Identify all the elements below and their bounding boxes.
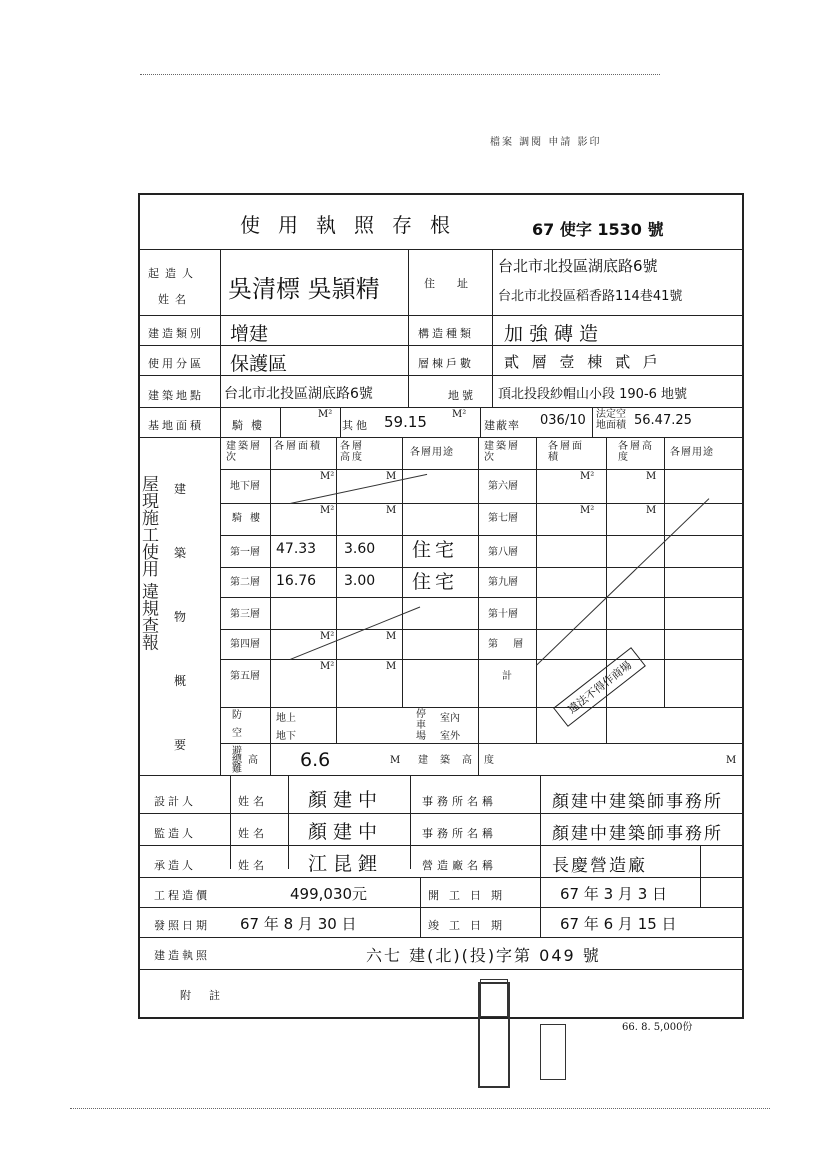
legal-area-value: 56.47.25: [634, 413, 692, 428]
header-stamp: 檔案 調閱 申請 影印: [490, 137, 602, 148]
issue-label: 發照日期: [154, 919, 210, 932]
vertical-seal: [478, 982, 510, 1088]
row-divider: [140, 315, 742, 316]
start-date: 67 年 3 月 3 日: [560, 885, 668, 903]
arcade-area-label: 騎樓: [232, 419, 270, 432]
col-header-floor: 建築層次: [226, 441, 262, 463]
floor-row-name-right: 第八層: [488, 547, 518, 558]
floor-use-1: 住宅: [412, 539, 459, 561]
floor-row-name: 第四層: [230, 639, 260, 650]
col-divider: [480, 407, 481, 437]
col-header-height-right: 各層高度: [618, 441, 654, 463]
row-divider: [140, 877, 742, 878]
col-divider: [288, 775, 289, 869]
print-note: 66. 8. 5,000份: [622, 1022, 693, 1033]
table-row-line: [220, 597, 742, 598]
col-divider: [540, 775, 541, 937]
lot-value: 頂北投段紗帽山小段 190-6 地號: [498, 387, 688, 402]
side-char: 建: [174, 482, 187, 496]
cancel-stroke: [290, 607, 420, 660]
margin-notes: 屋現施工使用 違規查報: [138, 475, 158, 651]
building-summary-label: [174, 457, 188, 777]
col-divider: [336, 437, 337, 743]
unit-m: M: [386, 505, 397, 516]
parking-label: 停車場: [416, 709, 426, 742]
unit-m2: M²: [320, 661, 335, 672]
col-divider: [220, 249, 221, 437]
table-row-line: [220, 567, 742, 568]
col-divider: [270, 437, 271, 775]
remark-label: 附註: [180, 989, 238, 1002]
side-char: 築: [174, 546, 187, 560]
diagonal-stamp: 違法不得作商場: [553, 647, 646, 727]
col-divider: [420, 877, 421, 937]
col-divider: [478, 437, 479, 775]
col-divider: [700, 845, 701, 907]
floor-row-name: 騎樓: [232, 513, 268, 524]
start-label: 開工日期: [428, 889, 512, 902]
contractor-label: 承造人: [154, 859, 196, 872]
table-row-line: [220, 707, 742, 708]
category-value: 增建: [230, 323, 269, 345]
row-divider: [140, 249, 742, 250]
permit-form: [138, 193, 744, 1019]
table-row-line: [220, 629, 742, 630]
unit-m: M: [646, 471, 657, 482]
category-label: 建造類別: [148, 327, 204, 340]
legal-area-label: 法定空地面積: [596, 409, 626, 431]
unit-m2: M²: [320, 471, 335, 482]
unit-m: M: [386, 661, 397, 672]
finish-date: 67 年 6 月 15 日: [560, 915, 677, 933]
floor-row-name-right: 第十層: [488, 609, 518, 620]
total-height-label: 總高: [232, 755, 264, 766]
issue-date: 67 年 8 月 30 日: [240, 915, 357, 933]
contractor-name: 江昆鋰: [308, 853, 384, 875]
cost-label: 工程造價: [154, 889, 210, 902]
builder-name-label: 姓名: [158, 293, 192, 306]
form-title: 使用執照存根: [240, 213, 468, 237]
col-header-area: 各層面積: [274, 441, 322, 452]
col-divider: [230, 775, 231, 869]
address-line-2: 台北市北投區稻香路114巷41號: [498, 289, 683, 304]
coverage-value: 036/10: [540, 413, 586, 428]
area-label: 基地面積: [148, 419, 204, 432]
other-area-value: 59.15: [384, 413, 427, 431]
supervisor-name-label: 姓名: [238, 827, 268, 840]
row-divider: [140, 937, 742, 938]
shelter-above: 地上: [276, 713, 296, 724]
floor-row-name: 第五層: [230, 671, 260, 682]
table-row-line: [220, 659, 742, 660]
unit-m2: M²: [580, 505, 595, 516]
floor-row-name-right: 第 層: [488, 639, 530, 650]
col-divider: [606, 437, 607, 743]
firm-label: 事務所名稱: [422, 795, 497, 808]
permit-ref: 六七 建(北)(投)字第 049 號: [366, 946, 601, 965]
floor-use-2: 住宅: [412, 571, 459, 593]
supervisor-name: 顏建中: [308, 821, 384, 843]
unit-m2: M²: [320, 631, 335, 642]
designer-label: 設計人: [154, 795, 196, 808]
unit-m2: M²: [320, 505, 335, 516]
floor-height-1: 3.60: [344, 541, 376, 557]
col-header-height: 各層高度: [340, 441, 364, 463]
supervisor-label: 監造人: [154, 827, 196, 840]
floor-row-name: 地下層: [230, 481, 260, 492]
table-row-line: [220, 469, 742, 470]
table-row-line: [220, 535, 742, 536]
floor-area-1: 47.33: [276, 541, 317, 557]
contractor-firm: 長慶營造廠: [552, 856, 647, 876]
address-line-1: 台北市北投區湖底路6號: [498, 257, 658, 275]
side-char: 物: [174, 610, 187, 624]
floor-row-name: 第一層: [230, 547, 260, 558]
unit-m: M: [646, 505, 657, 516]
zone-label: 使用分區: [148, 357, 204, 370]
structure-label: 構造種類: [418, 327, 474, 340]
side-char: 要: [174, 738, 187, 752]
floors-label: 層棟戶數: [418, 357, 474, 370]
unit-m: M: [390, 755, 401, 766]
col-divider: [592, 407, 593, 437]
location-value: 台北市北投區湖底路6號: [224, 386, 373, 402]
builder-name: 吳清標 吳頴精: [228, 275, 380, 303]
unit-m: M: [386, 631, 397, 642]
floor-row-name-right: 第九層: [488, 577, 518, 588]
row-divider: [140, 437, 742, 438]
table-row-line: [220, 503, 742, 504]
permit-label: 建造執照: [154, 949, 210, 962]
designer-firm: 顏建中建築師事務所: [552, 792, 723, 812]
row-divider: [140, 969, 742, 970]
col-divider: [410, 775, 411, 869]
builder-label: 起造人: [148, 267, 199, 280]
finish-label: 竣工日期: [428, 919, 512, 932]
designer-name: 顏建中: [308, 789, 384, 811]
col-divider: [220, 437, 221, 775]
arcade-area-unit: M²: [318, 409, 333, 420]
total-height-value: 6.6: [300, 749, 331, 771]
shelter-below: 地下: [276, 731, 296, 742]
table-row-line: [220, 743, 742, 744]
other-area-label: 其他: [342, 419, 370, 432]
scan-line-bottom: [70, 1108, 770, 1109]
floor-row-total: 計: [502, 671, 512, 682]
contractor-name-label: 姓名: [238, 859, 268, 872]
floor-height-2: 3.00: [344, 573, 376, 589]
floor-area-2: 16.76: [276, 573, 317, 589]
col-divider: [536, 437, 537, 743]
cancel-stroke: [536, 498, 709, 665]
supervisor-firm: 顏建中建築師事務所: [552, 824, 723, 844]
floors-value: 貳 層 壹 棟 貳 戶: [504, 353, 662, 371]
vertical-seal: [540, 1024, 566, 1080]
row-divider: [140, 407, 742, 408]
col-divider: [280, 407, 281, 437]
col-divider: [664, 437, 665, 707]
building-height-label: 建築高度: [418, 755, 506, 766]
structure-value: 加強磚造: [504, 323, 605, 345]
unit-m2: M²: [580, 471, 595, 482]
col-header-use: 各層用途: [410, 447, 454, 458]
col-header-floor-right: 建築層次: [484, 441, 520, 463]
shelter-label: 防空避難: [232, 710, 250, 775]
cancel-stroke: [290, 474, 427, 504]
zone-value: 保護區: [230, 353, 288, 375]
col-divider: [340, 407, 341, 437]
side-char: 概: [174, 674, 187, 688]
floor-row-name: 第二層: [230, 577, 260, 588]
floor-row-name: 第三層: [230, 609, 260, 620]
col-divider: [492, 249, 493, 407]
floor-row-name-right: 第六層: [488, 481, 518, 492]
supervisor-firm-label: 事務所名稱: [422, 827, 497, 840]
scan-line-top: [140, 74, 660, 75]
parking-indoor: 室內: [440, 713, 460, 724]
row-divider: [140, 907, 742, 908]
designer-name-label: 姓名: [238, 795, 268, 808]
other-area-unit: M²: [452, 409, 467, 420]
parking-outdoor: 室外: [440, 731, 460, 742]
lot-label: 地號: [448, 389, 476, 402]
unit-m: M: [726, 755, 737, 766]
permit-number: 67 使字 1530 號: [532, 220, 664, 239]
cost-value: 499,030元: [290, 885, 368, 903]
col-divider: [402, 437, 403, 707]
unit-m: M: [386, 471, 397, 482]
contractor-firm-label: 營造廠名稱: [422, 859, 497, 872]
col-header-area-right: 各層面積: [548, 441, 584, 463]
address-label: 住址: [424, 277, 490, 290]
col-divider: [408, 249, 409, 407]
coverage-label: 建蔽率: [484, 419, 520, 432]
floor-row-name-right: 第七層: [488, 513, 518, 524]
col-header-use-right: 各層用途: [670, 447, 714, 458]
location-label: 建築地點: [148, 389, 204, 402]
